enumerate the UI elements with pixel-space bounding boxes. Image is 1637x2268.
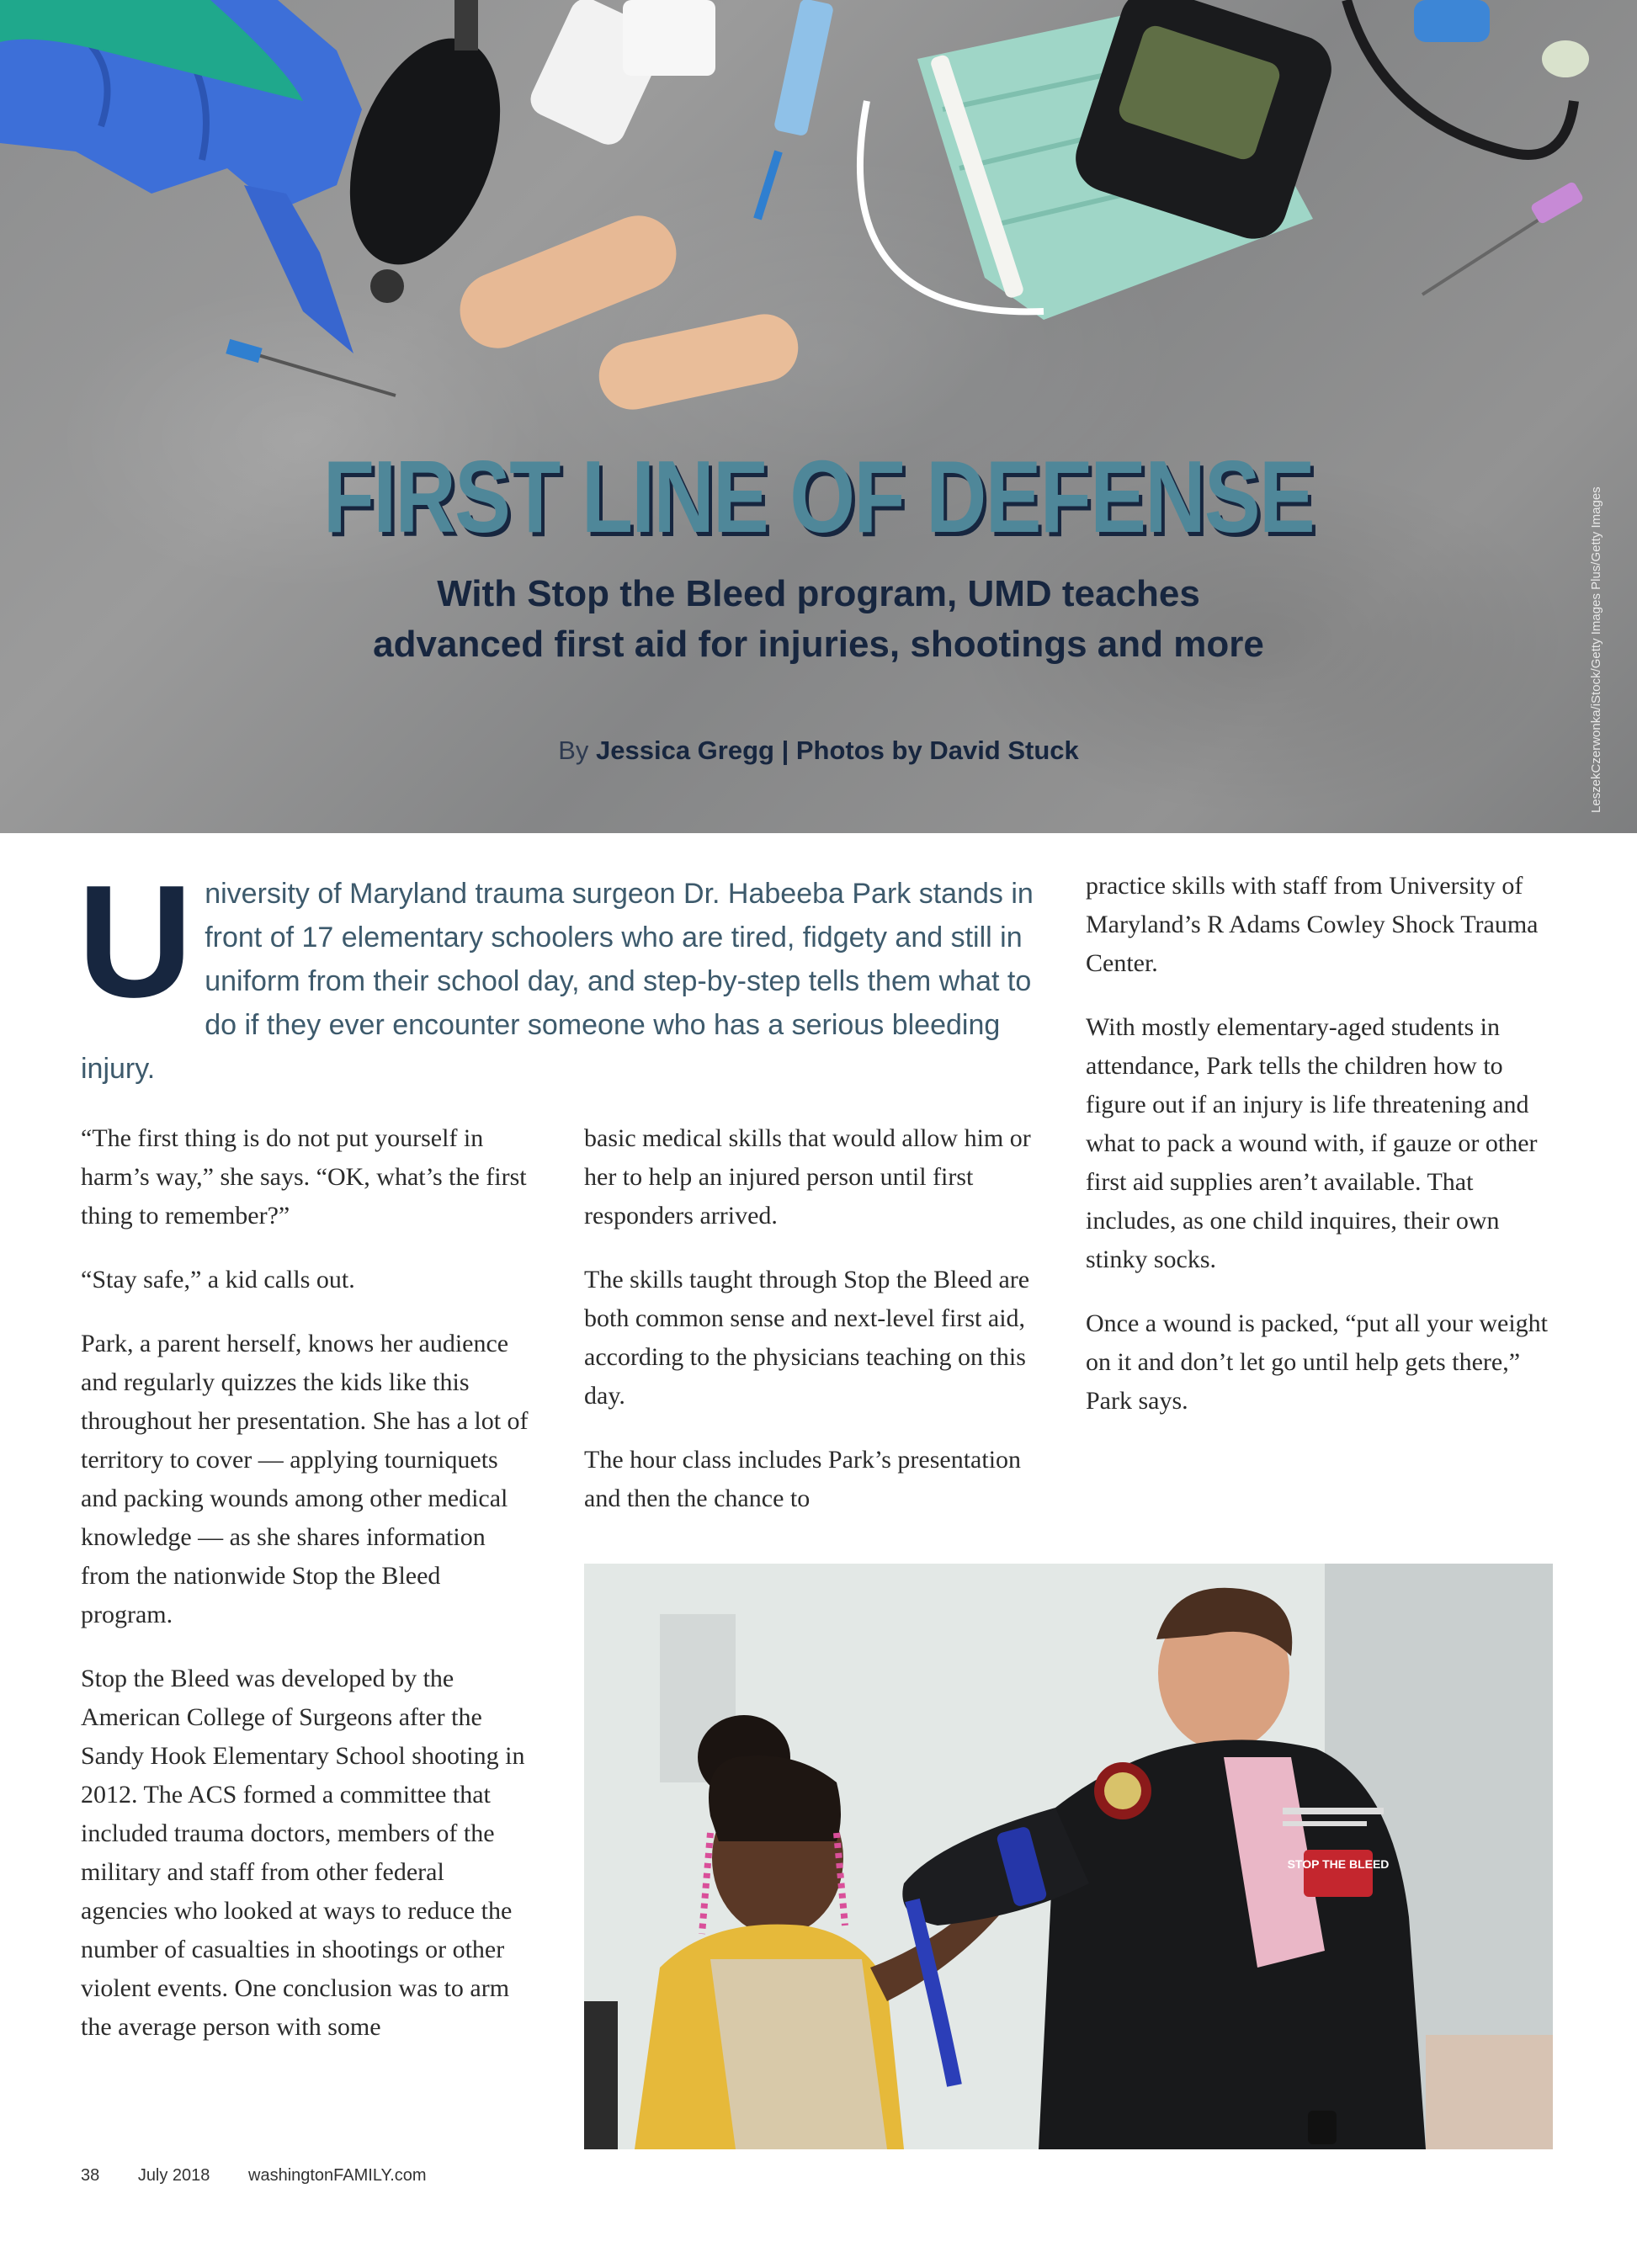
issue-date: July 2018 [137, 2166, 210, 2185]
subtitle-line-1: With Stop the Bleed program, UMD teaches [437, 573, 1200, 614]
paragraph: “Stay safe,” a kid calls out. [81, 1266, 355, 1293]
article-subtitle [0, 569, 1637, 670]
page-footer [81, 2166, 460, 2186]
paragraph: The skills taught through Stop the Bleed are both common sense and next-level first aid, according to the physicians teaching on this day. [584, 1266, 1030, 1410]
column-1 [81, 1119, 535, 2072]
paragraph: With mostly elementary-aged students in attendance, Park tells the children how to figure out if an injury is life threatening and what to pack a wound with, if gauze or other first aid supplies aren’t available. That includes, as one child inquires, their own stinky socks. [1086, 1013, 1538, 1273]
paragraph: Park, a parent herself, knows her audience and regularly quizzes the kids like this throughout her presentation. She has a lot of territory to cover — applying tourniquets and packing wounds among other medical knowledge — as she shares information from the nationwide Stop the Bleed program. [81, 1330, 529, 1628]
column-2 [584, 1119, 1039, 1543]
intro-text: niversity of Maryland trauma surgeon Dr. Habeeba Park stands in front of 17 elementary schoolers who are tired, fidgety and still in uniform from their school day, and step-by-step tells them what to do if they ever encounter someone who has a serious bleeding injury. [81, 878, 1034, 1085]
column-3 [1086, 867, 1557, 1446]
paragraph: The hour class includes Park’s presentation and then the chance to [584, 1446, 1022, 1512]
photo-credit: LeszekCzerwonka/iStock/Getty Images Plus/Getty Images [1589, 486, 1603, 813]
paragraph: practice skills with staff from University of Maryland’s R Adams Cowley Shock Trauma Center. [1086, 872, 1539, 977]
site-name: washingtonFAMILY.com [248, 2166, 427, 2185]
byline-prefix: By [558, 736, 589, 765]
paragraph: Once a wound is packed, “put all your weight on it and don’t let go until help gets there,” Park says. [1086, 1309, 1549, 1415]
patch-label: STOP THE BLEED [1287, 1857, 1390, 1871]
paragraph: “The first thing is do not put yourself in harm’s way,” she says. “OK, what’s the first thing to remember?” [81, 1124, 527, 1230]
paragraph: basic medical skills that would allow him or her to help an injured person until first responders arrived. [584, 1124, 1031, 1230]
drop-cap: U [77, 852, 194, 1031]
paragraph: Stop the Bleed was developed by the American College of Surgeons after the Sandy Hook Elementary School shooting in 2012. The ACS formed a committee that included trauma doctors, members of the military and staff from other federal agencies who looked at ways to reduce the number of casualties in shootings or other violent events. One conclusion was to arm the average person with some [81, 1665, 525, 2041]
photo-illustration [584, 1564, 1553, 2149]
hero-image [0, 0, 1637, 833]
subtitle-line-2: advanced first aid for injuries, shootings and more [373, 624, 1264, 665]
article-title: FIRST LINE OF DEFENSE [322, 439, 1315, 554]
medical-supplies-illustration [0, 0, 1637, 833]
article-intro [77, 852, 1040, 1091]
byline-names: Jessica Gregg | Photos by David Stuck [596, 736, 1079, 765]
article-photo [584, 1564, 1553, 2149]
byline [0, 736, 1637, 766]
page-number: 38 [81, 2166, 100, 2185]
